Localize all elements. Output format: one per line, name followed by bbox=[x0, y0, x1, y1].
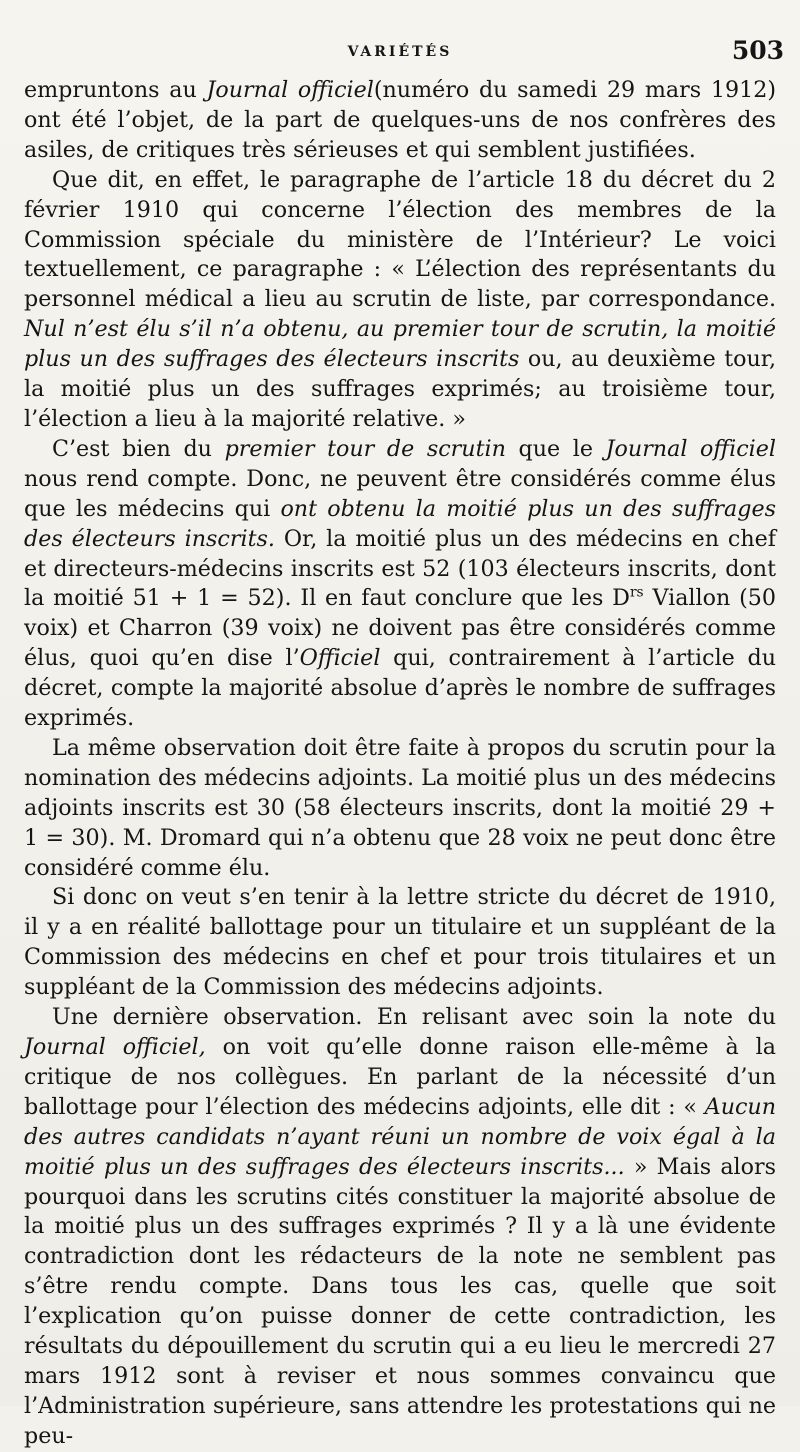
page-number: 503 bbox=[731, 36, 784, 65]
text-run: Or, la moitié plus un des médecins en chef et directeurs-médecins inscrits est 52 (103 électeurs inscrits, dont la moitié 51 + 1 = 52). Il en faut conclure que les D bbox=[24, 525, 776, 612]
text-run: on voit qu’elle donne raison elle-même à la critique de nos collègues. En parlant de la nécessité d’un ballottage pour l’élection des médecins adjoints, elle dit : « bbox=[24, 1034, 776, 1120]
text-run: qui, contrairement à l’article du décret, compte la majorité absolue d’après le nombre de suffrages exprimés. bbox=[24, 645, 776, 732]
italic-text-run: Aucun des autres candidats n’ayant réuni un nombre de voix égal à la moitié plus un des suffrages des électeurs inscrits... bbox=[24, 1093, 776, 1180]
page-header bbox=[0, 34, 800, 74]
text-run: La même observation doit être faite à propos du scrutin pour la nomination des médecins adjoints. La moitié plus un des médecins adjoints inscrits est 30 (58 électeurs inscrits, dont la moitié 29 + 1 = 30). M. Dromard qui n’a obtenu que 28 voix ne peut donc être considéré comme élu. bbox=[24, 734, 776, 881]
paragraph-1 bbox=[24, 76, 776, 166]
text-run: ou, au deuxième tour, la moitié plus un des suffrages exprimés; au troisième tour, l’élection a lieu à la majorité relative. » bbox=[24, 346, 777, 432]
text-run: Une dernière observation. En relisant avec soin la note du bbox=[52, 1004, 776, 1031]
paragraph-2 bbox=[24, 166, 776, 435]
text-run: Si donc on veut s’en tenir à la lettre stricte du décret de 1910, il y a en réalité ballottage pour un titulaire et un suppléant de la Commission des médecins en chef et pour trois titulaires et un suppléant de la Commission des médecins adjoints. bbox=[24, 884, 776, 1001]
text-run: (numéro du samedi 29 mars 1912) ont été l’objet, de la part de quelques-uns de nos confrères des asiles, de critiques très sérieuses et qui semblent justifiées. bbox=[24, 77, 776, 163]
superscript-text: rs bbox=[629, 585, 644, 602]
text-run: Viallon (50 voix) et Charron (39 voix) ne doivent pas être considérés comme élus, quoi qu’en dise l’ bbox=[24, 585, 776, 672]
text-run: empruntons au bbox=[24, 77, 207, 103]
italic-text-run: premier tour de scrutin bbox=[224, 435, 506, 462]
text-run: » Mais alors pourquoi dans les scrutins cités constituer la majorité absolue de la moitié plus un des suffrages exprimés ? Il y a là une évidente contradiction dont les rédacteurs de la note ne semblent pas s’être rendu compte. Dans tous les cas, quelle que soit l’explication qu’on puisse donner de cette contradiction, les résultats du dépouillement du scrutin qui a eu lieu le mercredi 27 mars 1912 sont à reviser et nous sommes convaincu que l’Administration supérieure, sans attendre les protestations qui ne peu- bbox=[24, 1153, 776, 1449]
paragraph-5 bbox=[24, 883, 776, 1003]
italic-text-run: Journal officiel bbox=[206, 77, 374, 103]
paragraph-6 bbox=[24, 1003, 776, 1452]
italic-text-run: Officiel bbox=[299, 645, 381, 672]
italic-text-run: Journal officiel, bbox=[24, 1034, 206, 1060]
italic-text-run: ont obtenu la moitié plus un des suffrages des électeurs inscrits. bbox=[24, 495, 776, 552]
body-text bbox=[24, 76, 776, 1452]
italic-text-run: Journal officiel bbox=[605, 435, 776, 462]
text-run: que le bbox=[505, 435, 606, 462]
text-run: Que dit, en effet, le paragraphe de l’article 18 du décret du 2 février 1910 qui concerne l’élection des membres de la Commission spéciale du ministère de l’Intérieur? Le voici textuellement, ce paragraphe : « L’élection des représentants du personnel médical a lieu au scrutin de liste, par correspondance. bbox=[24, 166, 776, 313]
paragraph-3 bbox=[24, 435, 776, 734]
text-run: nous rend compte. Donc, ne peuvent être considérés comme élus que les médecins qui bbox=[24, 465, 776, 522]
italic-text-run: Nul n’est élu s’il n’a obtenu, au premier tour de scrutin, la moitié plus un des suffrages des électeurs inscrits bbox=[24, 316, 776, 373]
paragraph-4 bbox=[24, 734, 776, 884]
text-run: C’est bien du bbox=[52, 435, 225, 462]
running-title: VARIÉTÉS bbox=[347, 44, 453, 60]
